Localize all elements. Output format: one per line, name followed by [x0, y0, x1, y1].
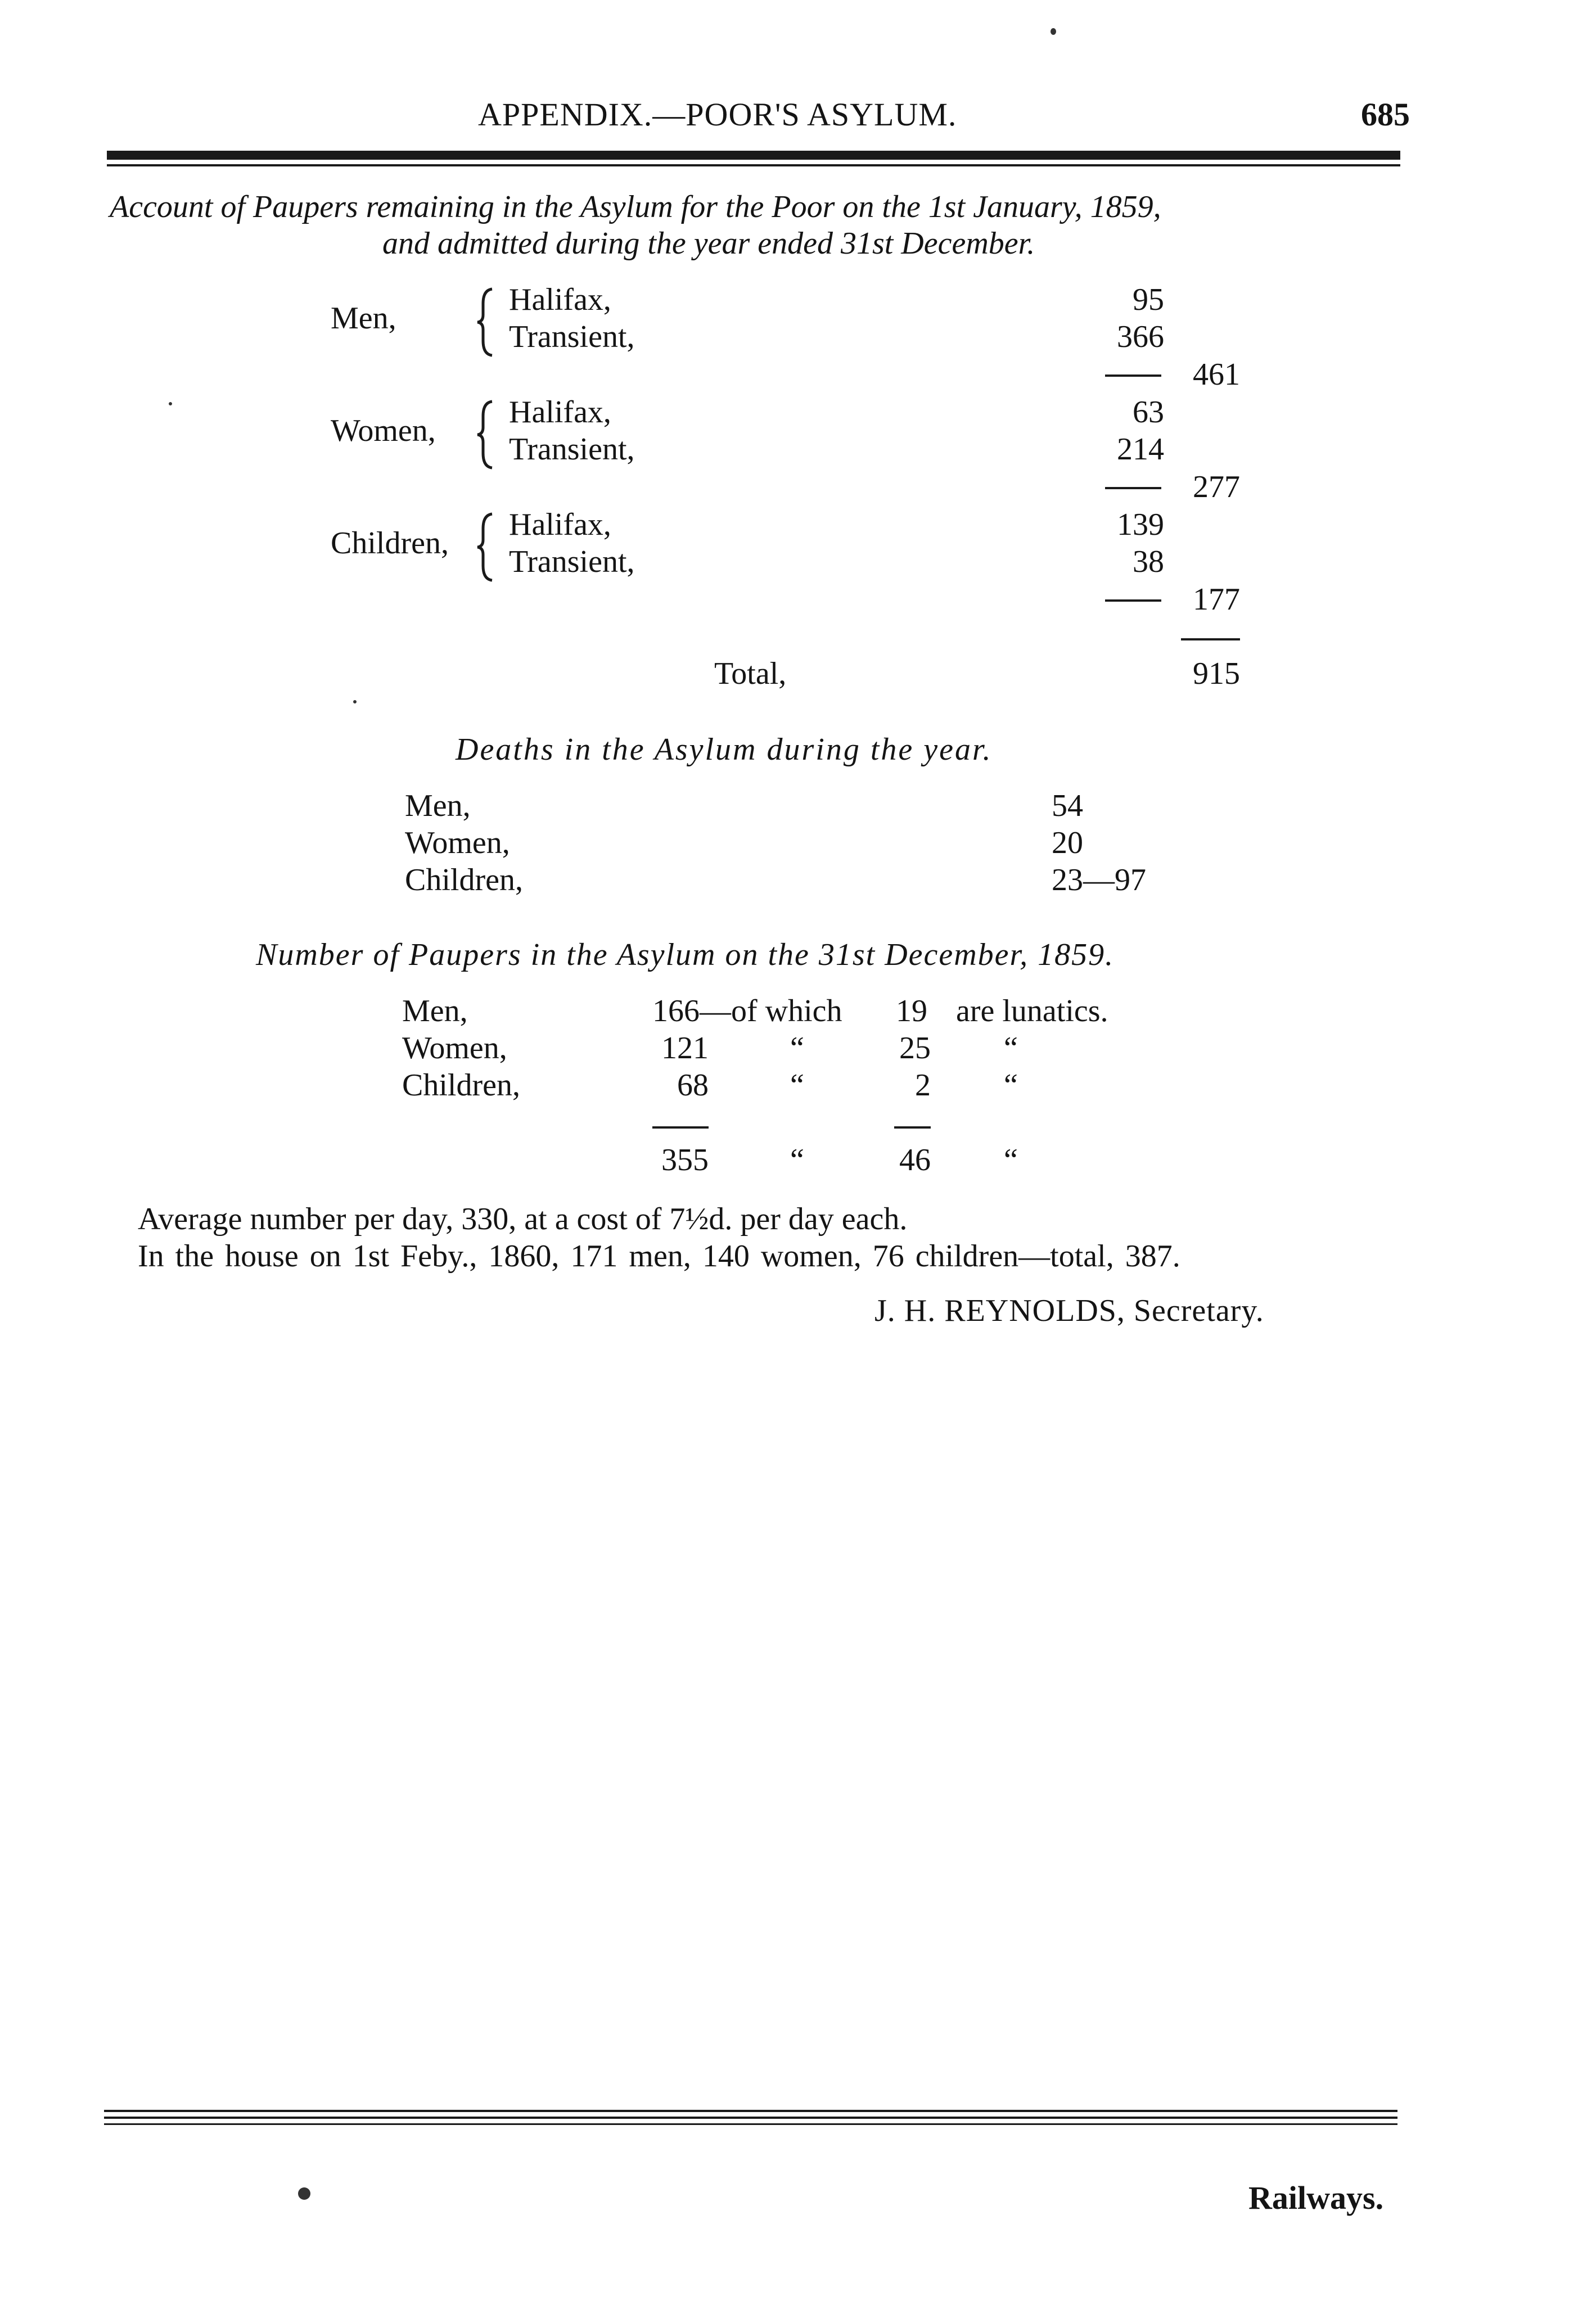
row-count: 38: [1133, 544, 1164, 579]
sum-rule: [894, 1126, 931, 1129]
group-label-children: Children,: [331, 526, 449, 561]
deaths-label: Women,: [405, 825, 510, 860]
ditto-mark: “: [790, 1143, 804, 1177]
group-subtotal: 277: [1193, 470, 1240, 504]
deaths-caption: Deaths in the Asylum during the year.: [456, 732, 993, 767]
brace-icon: [475, 512, 494, 583]
paupers-caption: Number of Paupers in the Asylum on the 31st December, 1859.: [256, 937, 1115, 972]
deaths-label: Children,: [405, 863, 523, 897]
group-label-men: Men,: [331, 301, 396, 336]
header-rule-thick: [107, 151, 1400, 160]
row-count: 214: [1117, 432, 1164, 467]
paupers-lunatics: 25: [899, 1031, 931, 1066]
account-caption-line1: Account of Paupers remaining in the Asylum for the Poor on the 1st January, 1859,: [110, 190, 1161, 224]
paupers-count: 121: [661, 1031, 709, 1066]
row-count: 139: [1117, 507, 1164, 542]
note-house: In the house on 1st Feby., 1860, 171 men, 140 women, 76 children—total, 387.: [138, 1239, 1180, 1274]
group-label-women: Women,: [331, 413, 436, 448]
ink-speck: [353, 700, 357, 703]
paupers-label: Women,: [402, 1031, 507, 1066]
footer-rule-mid: [104, 2117, 1397, 2119]
ink-speck: [1051, 28, 1056, 35]
ditto-mark: “: [1004, 1143, 1018, 1177]
brace-icon: [475, 287, 494, 358]
paupers-lunatics: 2: [915, 1068, 931, 1103]
paupers-count: 68: [677, 1068, 709, 1103]
running-head: APPENDIX.—POOR'S ASYLUM.: [478, 96, 957, 133]
ditto-mark: “: [1004, 1031, 1018, 1066]
row-place: Transient,: [509, 319, 635, 354]
paupers-count: 166—of which: [652, 994, 842, 1028]
deaths-value: 54: [1052, 788, 1083, 823]
paupers-label: Children,: [402, 1068, 520, 1103]
row-place: Halifax,: [509, 282, 611, 317]
page-number: 685: [1361, 96, 1410, 133]
footer-rule-top: [104, 2110, 1397, 2112]
row-place: Transient,: [509, 432, 635, 467]
paupers-total-count: 355: [661, 1143, 709, 1177]
total-value: 915: [1193, 656, 1240, 691]
row-place: Transient,: [509, 544, 635, 579]
signature: J. H. REYNOLDS, Secretary.: [874, 1293, 1264, 1328]
ditto-mark: “: [790, 1068, 804, 1103]
account-caption-line2: and admitted during the year ended 31st December.: [382, 226, 1035, 261]
note-average: Average number per day, 330, at a cost of 7½d. per day each.: [138, 1202, 908, 1237]
footer-rule-bottom: [104, 2123, 1397, 2125]
group-subtotal: 177: [1193, 582, 1240, 617]
total-label: Total,: [714, 656, 787, 691]
row-place: Halifax,: [509, 395, 611, 430]
brace-icon: [475, 399, 494, 470]
ink-speck: [169, 402, 172, 405]
row-count: 366: [1117, 319, 1164, 354]
row-place: Halifax,: [509, 507, 611, 542]
ink-speck: [298, 2187, 310, 2200]
header-rule-thin: [107, 164, 1400, 166]
deaths-value: 23—97: [1052, 863, 1146, 897]
paupers-lunatics: 19: [896, 994, 927, 1028]
ditto-mark: “: [1004, 1068, 1018, 1103]
total-rule: [1181, 638, 1240, 640]
catchword: Railways.: [1248, 2180, 1384, 2216]
paupers-total-lunatics: 46: [899, 1143, 931, 1177]
group-subtotal: 461: [1193, 357, 1240, 392]
row-count: 63: [1133, 395, 1164, 430]
sum-rule: [652, 1126, 709, 1129]
paupers-suffix: are lunatics.: [956, 994, 1108, 1028]
deaths-value: 20: [1052, 825, 1083, 860]
row-count: 95: [1133, 282, 1164, 317]
paupers-label: Men,: [402, 994, 468, 1028]
deaths-label: Men,: [405, 788, 471, 823]
ditto-mark: “: [790, 1031, 804, 1066]
